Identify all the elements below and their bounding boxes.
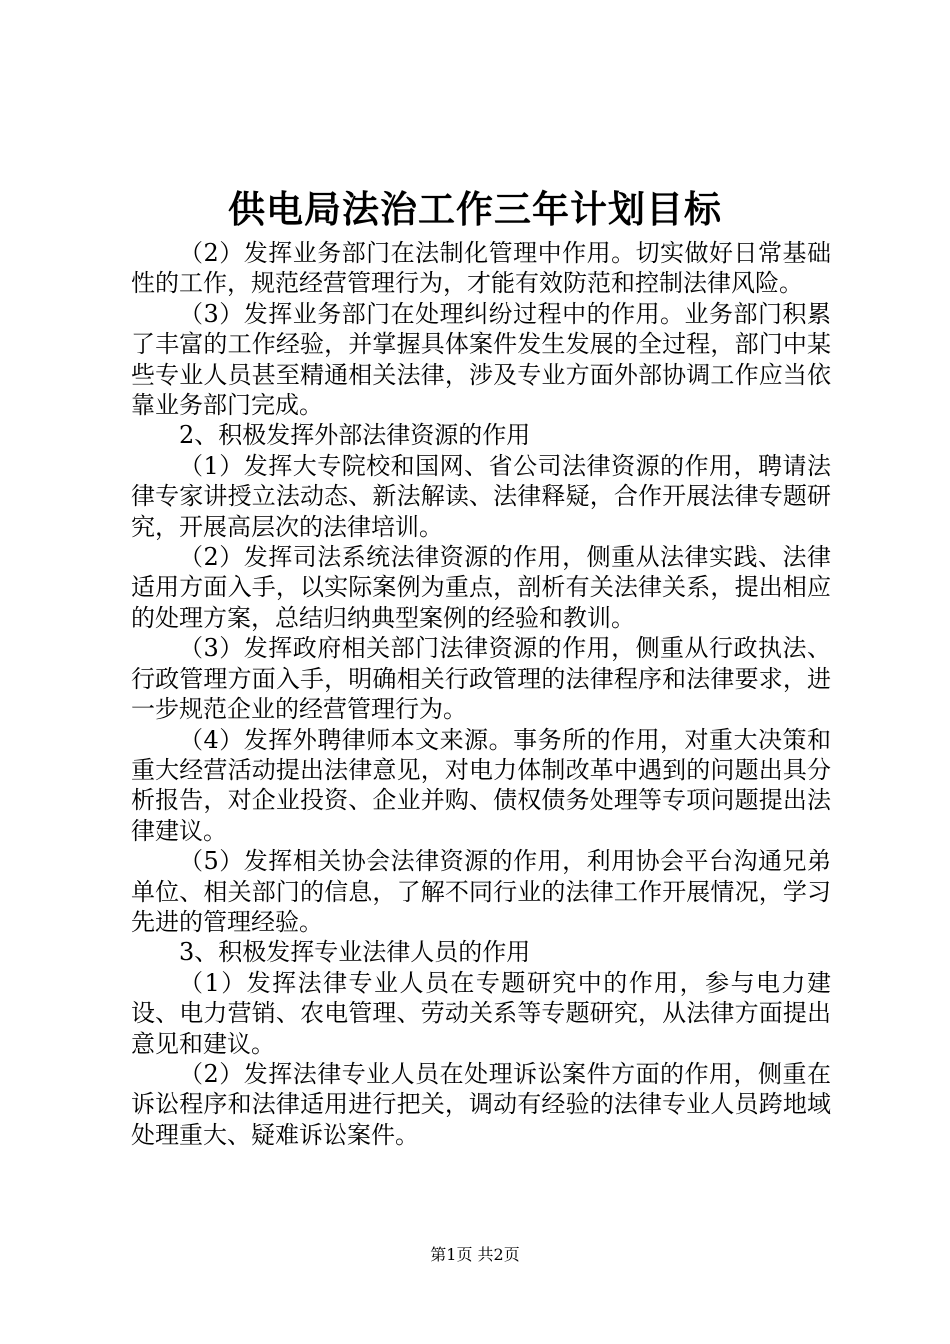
paragraph-special-research: （1）发挥法律专业人员在专题研究中的作用，参与电力建设、电力营销、农电管理、劳动关系等专题研究，从法律方面提出意见和建议。	[131, 968, 831, 1058]
paragraph-industry-associations: （5）发挥相关协会法律资源的作用，利用协会平台沟通兄弟单位、相关部门的信息，了解不同行业的法律工作开展情况，学习先进的管理经验。	[131, 847, 831, 936]
document-title: 供电局法治工作三年计划目标	[228, 187, 722, 231]
paragraph-business-dept-legal-management: （2）发挥业务部门在法制化管理中作用。切实做好日常基础性的工作，规范经营管理行为，才能有效防范和控制法律风险。	[131, 239, 831, 298]
paragraph-external-law-firms: （4）发挥外聘律师本文来源。事务所的作用，对重大决策和重大经营活动提出法律意见，对电力体制改革中遇到的问题出具分析报告，对企业投资、企业并购、债权债务处理等专项问题提出法律建议。	[131, 725, 831, 845]
section-heading-legal-professionals: 3、积极发挥专业法律人员的作用	[179, 938, 531, 967]
paragraph-business-dept-disputes: （3）发挥业务部门在处理纠纷过程中的作用。业务部门积累了丰富的工作经验，并掌握具体案件发生发展的全过程，部门中某些专业人员甚至精通相关法律，涉及专业方面外部协调工作应当依靠业务部门完成。	[131, 299, 831, 420]
paragraph-universities-state-grid: （1）发挥大专院校和国网、省公司法律资源的作用，聘请法律专家讲授立法动态、新法解读、法律释疑，合作开展法律专题研究，开展高层次的法律培训。	[131, 451, 831, 541]
paragraph-litigation-cases: （2）发挥法律专业人员在处理诉讼案件方面的作用，侧重在诉讼程序和法律适用进行把关，调动有经验的法律专业人员跨地域处理重大、疑难诉讼案件。	[131, 1059, 831, 1149]
paragraph-judicial-system: （2）发挥司法系统法律资源的作用，侧重从法律实践、法律适用方面入手，以实际案例为重点，剖析有关法律关系，提出相应的处理方案，总结归纳典型案例的经验和教训。	[131, 543, 831, 632]
page-number-footer: 第1页 共2页	[430, 1245, 520, 1264]
section-heading-external-resources: 2、积极发挥外部法律资源的作用	[179, 421, 531, 450]
document-body	[131, 238, 831, 1150]
paragraph-government-departments: （3）发挥政府相关部门法律资源的作用，侧重从行政执法、行政管理方面入手，明确相关行政管理的法律程序和法律要求，进一步规范企业的经营管理行为。	[131, 634, 831, 724]
